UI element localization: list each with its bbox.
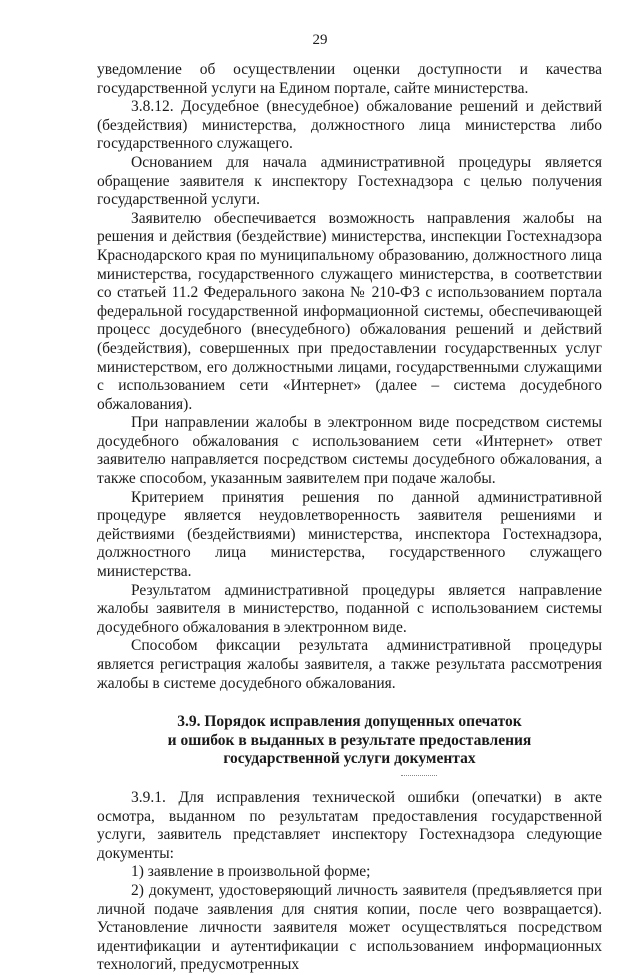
section-heading-3-9 (97, 713, 602, 769)
paragraph-section-3-9-1: 3.9.1. Для исправления технической ошибки (опечатки) в акте осмотра, выданном по результатам предоставления государственной услуги, заявитель представляет инспектору Гостехнадзора следующие документы: (97, 788, 602, 862)
paragraph: Критерием принятия решения по данной административной процедуре является неудовлетворенность заявителя решениями и действиями (бездействиями) министерства, инспектора Гостехнадзора, должностного лица министерства, государственного служащего министерства. (97, 488, 602, 581)
paragraph: При направлении жалобы в электронном виде посредством системы досудебного обжалования с использованием сети «Интернет» ответ заявителю направляется посредством системы досудебного обжалования, а также способом, указанным заявителем при подаче жалобы. (97, 414, 602, 488)
paragraph: Основанием для начала административной процедуры является обращение заявителя к инспектору Гостехнадзора с целью получения государственной услуги. (97, 153, 602, 209)
paragraph-continued: уведомление об осуществлении оценки доступности и качества государственной услуги на Едином портале, сайте министерства. (97, 61, 602, 97)
heading-line: 3.9. Порядок исправления допущенных опечаток (177, 713, 522, 731)
list-item: 1) заявление в произвольной форме; (131, 863, 371, 881)
heading-line: и ошибок в выданных в результате предоставления (167, 731, 532, 749)
paragraph: Способом фиксации результата административной процедуры является регистрация жалобы заявителя, а также результата рассмотрения жалобы в системе досудебного обжалования. (97, 637, 602, 692)
scan-mark (97, 769, 602, 785)
list-item: 2) документ, удостоверяющий личность заявителя (предъявляется при личной подаче заявления для снятия копии, после чего возвращается). Установление личности заявителя может осуществляться посредством идентификации и аутентификации с использованием информационных технологий, предусмотренных (97, 881, 602, 974)
paragraph-section-3-8-12: 3.8.12. Досудебное (внесудебное) обжалование решений и действий (бездействия) министерства, должностного лица министерства либо государственного служащего. (97, 98, 602, 153)
body-text (97, 61, 602, 975)
paragraph: Заявителю обеспечивается возможность направления жалобы на решения и действия (бездействие) министерства, инспекции Гостехнадзора Краснодарского края по муниципальному образованию, должностного лица министерства, государственного служащего министерства, в соответствии со статьей 11.2 Федерального закона № 210-ФЗ с использованием портала федеральной государственной информационной системы, обеспечивающей процесс досудебного (внесудебного) обжалования решений и действий (бездействия), совершенных при предоставлении государственных услуг министерством, его должностными лицами, государственными служащими с использованием сети «Интернет» (далее – система досудебного обжалования). (97, 209, 602, 413)
heading-line: государственной услуги документах (223, 750, 476, 768)
page-number: 29 (312, 32, 328, 48)
paragraph: Результатом административной процедуры является направление жалобы заявителя в министерство, поданной с использованием системы досудебного обжалования в электронном виде. (97, 581, 602, 636)
